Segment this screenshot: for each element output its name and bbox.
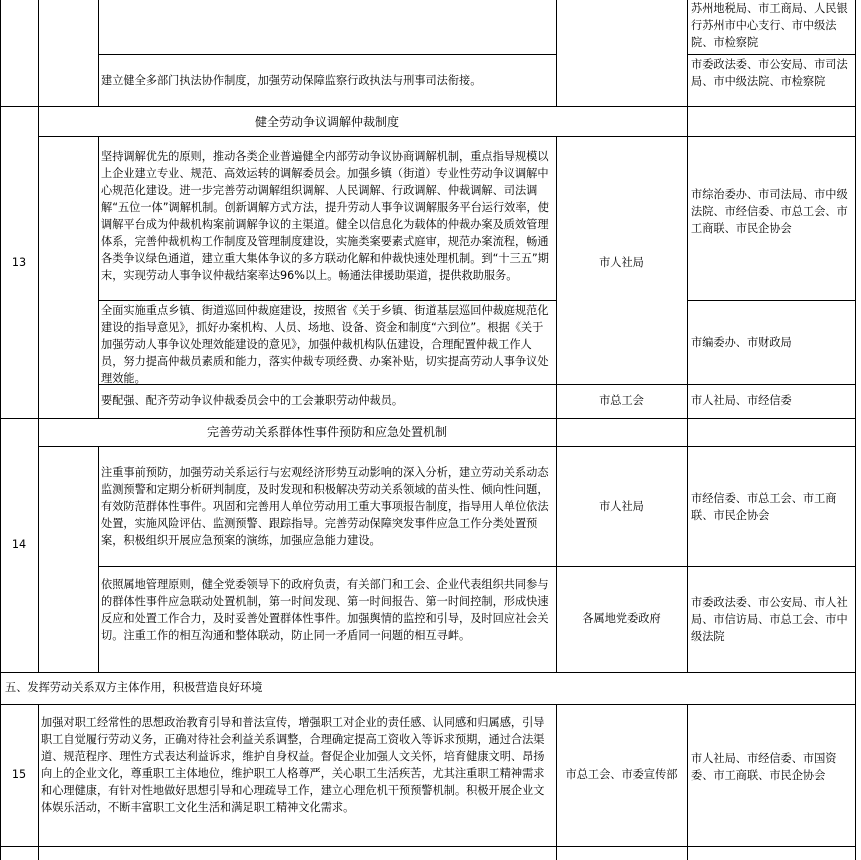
grid-line bbox=[0, 846, 856, 847]
grid-line bbox=[98, 136, 99, 418]
grid-line bbox=[0, 704, 856, 705]
grid-line bbox=[38, 704, 39, 860]
lead-dept: 市人社局 bbox=[599, 256, 644, 269]
row-number: 13 bbox=[11, 256, 27, 269]
coop-org-cell: 市编委办、市财政局 bbox=[691, 336, 792, 349]
grid-line bbox=[687, 54, 855, 55]
task-cell: 建立健全多部门执法协作制度，加强劳动保障监察行政执法与刑事司法衔接。 bbox=[101, 74, 482, 87]
grid-line bbox=[98, 300, 556, 301]
row-title: 完善劳动关系群体性事件预防和应急处置机制 bbox=[206, 425, 447, 439]
task-cell: 全面实施重点乡镇、街道巡回仲裁庭建设，按照省《关于乡镇、街道基层巡回仲裁庭规范化建设的指导意见》，抓好办案机构、人员、场地、设备、资金和制度“六到位”。根据《关于加强劳动人事争议处理效能建设的意见》，加强仲裁机构队伍建设，合理配置仲裁工作人员，努力提高仲裁员素质和能力，落实仲裁专项经费、办案补贴，切实提高劳动人事争议处理效能。 bbox=[101, 304, 549, 385]
lead-dept: 市人社局 bbox=[599, 500, 644, 513]
grid-line bbox=[0, 0, 1, 860]
task-cell: 依照属地管理原则，健全党委领导下的政府负责，有关部门和工会、企业代表组织共同参与的群体性事件应急联动处置机制，第一时间发现、第一时间报告、第一时间控制，形成快速反应和处置工作合力，及时妥善处置群体性事件。加强舆情的监控和引导，及时回应社会关切。注重工作的相互沟通和整体联动，防止同一矛盾同一问题的相互寻衅。 bbox=[101, 578, 549, 642]
row-title: 健全劳动争议调解仲裁制度 bbox=[254, 115, 399, 129]
lead-dept: 市总工会 bbox=[599, 394, 644, 407]
grid-line bbox=[855, 0, 856, 860]
coop-org-cell: 市人社局、市经信委、市国资委、市工商联、市民企协会 bbox=[691, 752, 837, 782]
grid-line bbox=[0, 418, 856, 419]
task-cell: 加强对职工经常性的思想政治教育引导和普法宣传，增强职工对企业的责任感、认同感和归属感，引导职工自觉履行劳动义务，正确对待社会利益关系调整，合理确定提高工资收入等诉求预期，通过合法渠道、规范程序、理性方式表达利益诉求，维护自身权益。督促企业加强人文关怀，培育健康文明、昂扬向上的企业文化，尊重职工主体地位，维护职工人格尊严，关心职工生活疾苦，尤其注重职工精神需求和心理健康，有针对性地做好思想引导和心理疏导工作，建立心理危机干预预警机制。积极开展企业文体娱乐活动，不断丰富职工文化生活和满足职工精神文化需求。 bbox=[41, 716, 545, 814]
task-cell: 注重事前预防，加强劳动关系运行与宏观经济形势互动影响的深入分析，建立劳动关系动态监测预警和定期分析研判制度，及时发现和积极解决劳动关系领域的苗头性、倾向性问题，有效防范群体性事件。巩固和完善用人单位劳动用工重大事项报告制度，指导用人单位依法处置，实施风险评估、监测预警、跟踪指导。完善劳动保障突发事件应急工作分类处置预案，积极组织开展应急预案的演练，加强应急能力建设。 bbox=[101, 466, 549, 547]
grid-line bbox=[98, 446, 99, 672]
coop-org-cell: 市经信委、市总工会、市工商联、市民企协会 bbox=[691, 492, 837, 522]
grid-line bbox=[98, 0, 99, 106]
grid-line bbox=[38, 0, 39, 672]
row-number: 14 bbox=[11, 538, 27, 551]
section-heading: 五、发挥劳动关系双方主体作用，积极营造良好环境 bbox=[5, 681, 263, 694]
grid-line bbox=[556, 0, 557, 106]
task-cell: 坚持调解优先的原则，推动各类企业普遍健全内部劳动争议协商调解机制，重点指导规模以上企业建立专业、规范、高效运转的调解委员会。加强乡镇（街道）专业性劳动争议调解中心规范化建设。进一步完善劳动调解组织调解、人民调解、行政调解、仲裁调解、司法调解“五位一体”调解机制。创新调解方式方法，提升劳动人事争议调解服务平台运行效率，使调解平台成为仲裁机构案前调解争议的主渠道。健全以信息化为载体的仲裁办案及质效管理体系，完善仲裁机构工作制度及管理制度建设，实施类案要素式庭审，规范办案流程，畅通各类争议绿色通道，建立重大集体争议的多方联动化解和仲裁快速处理机制。到“十三五”期末，实现劳动人事争议仲裁结案率达96%以上。畅通法律援助渠道，提供救助服务。 bbox=[101, 150, 549, 282]
grid-line bbox=[556, 446, 856, 447]
grid-line bbox=[556, 136, 856, 137]
grid-line bbox=[687, 0, 688, 672]
grid-line bbox=[687, 300, 855, 301]
grid-line bbox=[0, 106, 856, 107]
lead-dept: 各属地党委政府 bbox=[582, 612, 661, 625]
grid-line bbox=[687, 704, 688, 860]
coop-org-cell: 市综治委办、市司法局、市中级法院、市经信委、市总工会、市工商联、市民企协会 bbox=[691, 188, 848, 235]
row-number: 15 bbox=[11, 768, 27, 781]
grid-line bbox=[38, 446, 556, 447]
coop-org-cell: 苏州地税局、市工商局、人民银行苏州市中心支行、市中级法院、市检察院 bbox=[691, 2, 848, 49]
task-cell: 要配强、配齐劳动争议仲裁委员会中的工会兼职劳动仲裁员。 bbox=[101, 394, 404, 407]
lead-dept: 市总工会、市委宣传部 bbox=[565, 768, 678, 781]
grid-line bbox=[98, 566, 856, 567]
coop-org-cell: 市人社局、市经信委 bbox=[691, 394, 792, 407]
coop-org-cell: 市委政法委、市公安局、市司法局、市中级法院、市检察院 bbox=[691, 58, 848, 88]
grid-line bbox=[98, 54, 556, 55]
coop-org-cell: 市委政法委、市公安局、市人社局、市信访局、市总工会、市中级法院 bbox=[691, 596, 848, 643]
grid-line bbox=[38, 136, 556, 137]
grid-line bbox=[0, 672, 856, 673]
